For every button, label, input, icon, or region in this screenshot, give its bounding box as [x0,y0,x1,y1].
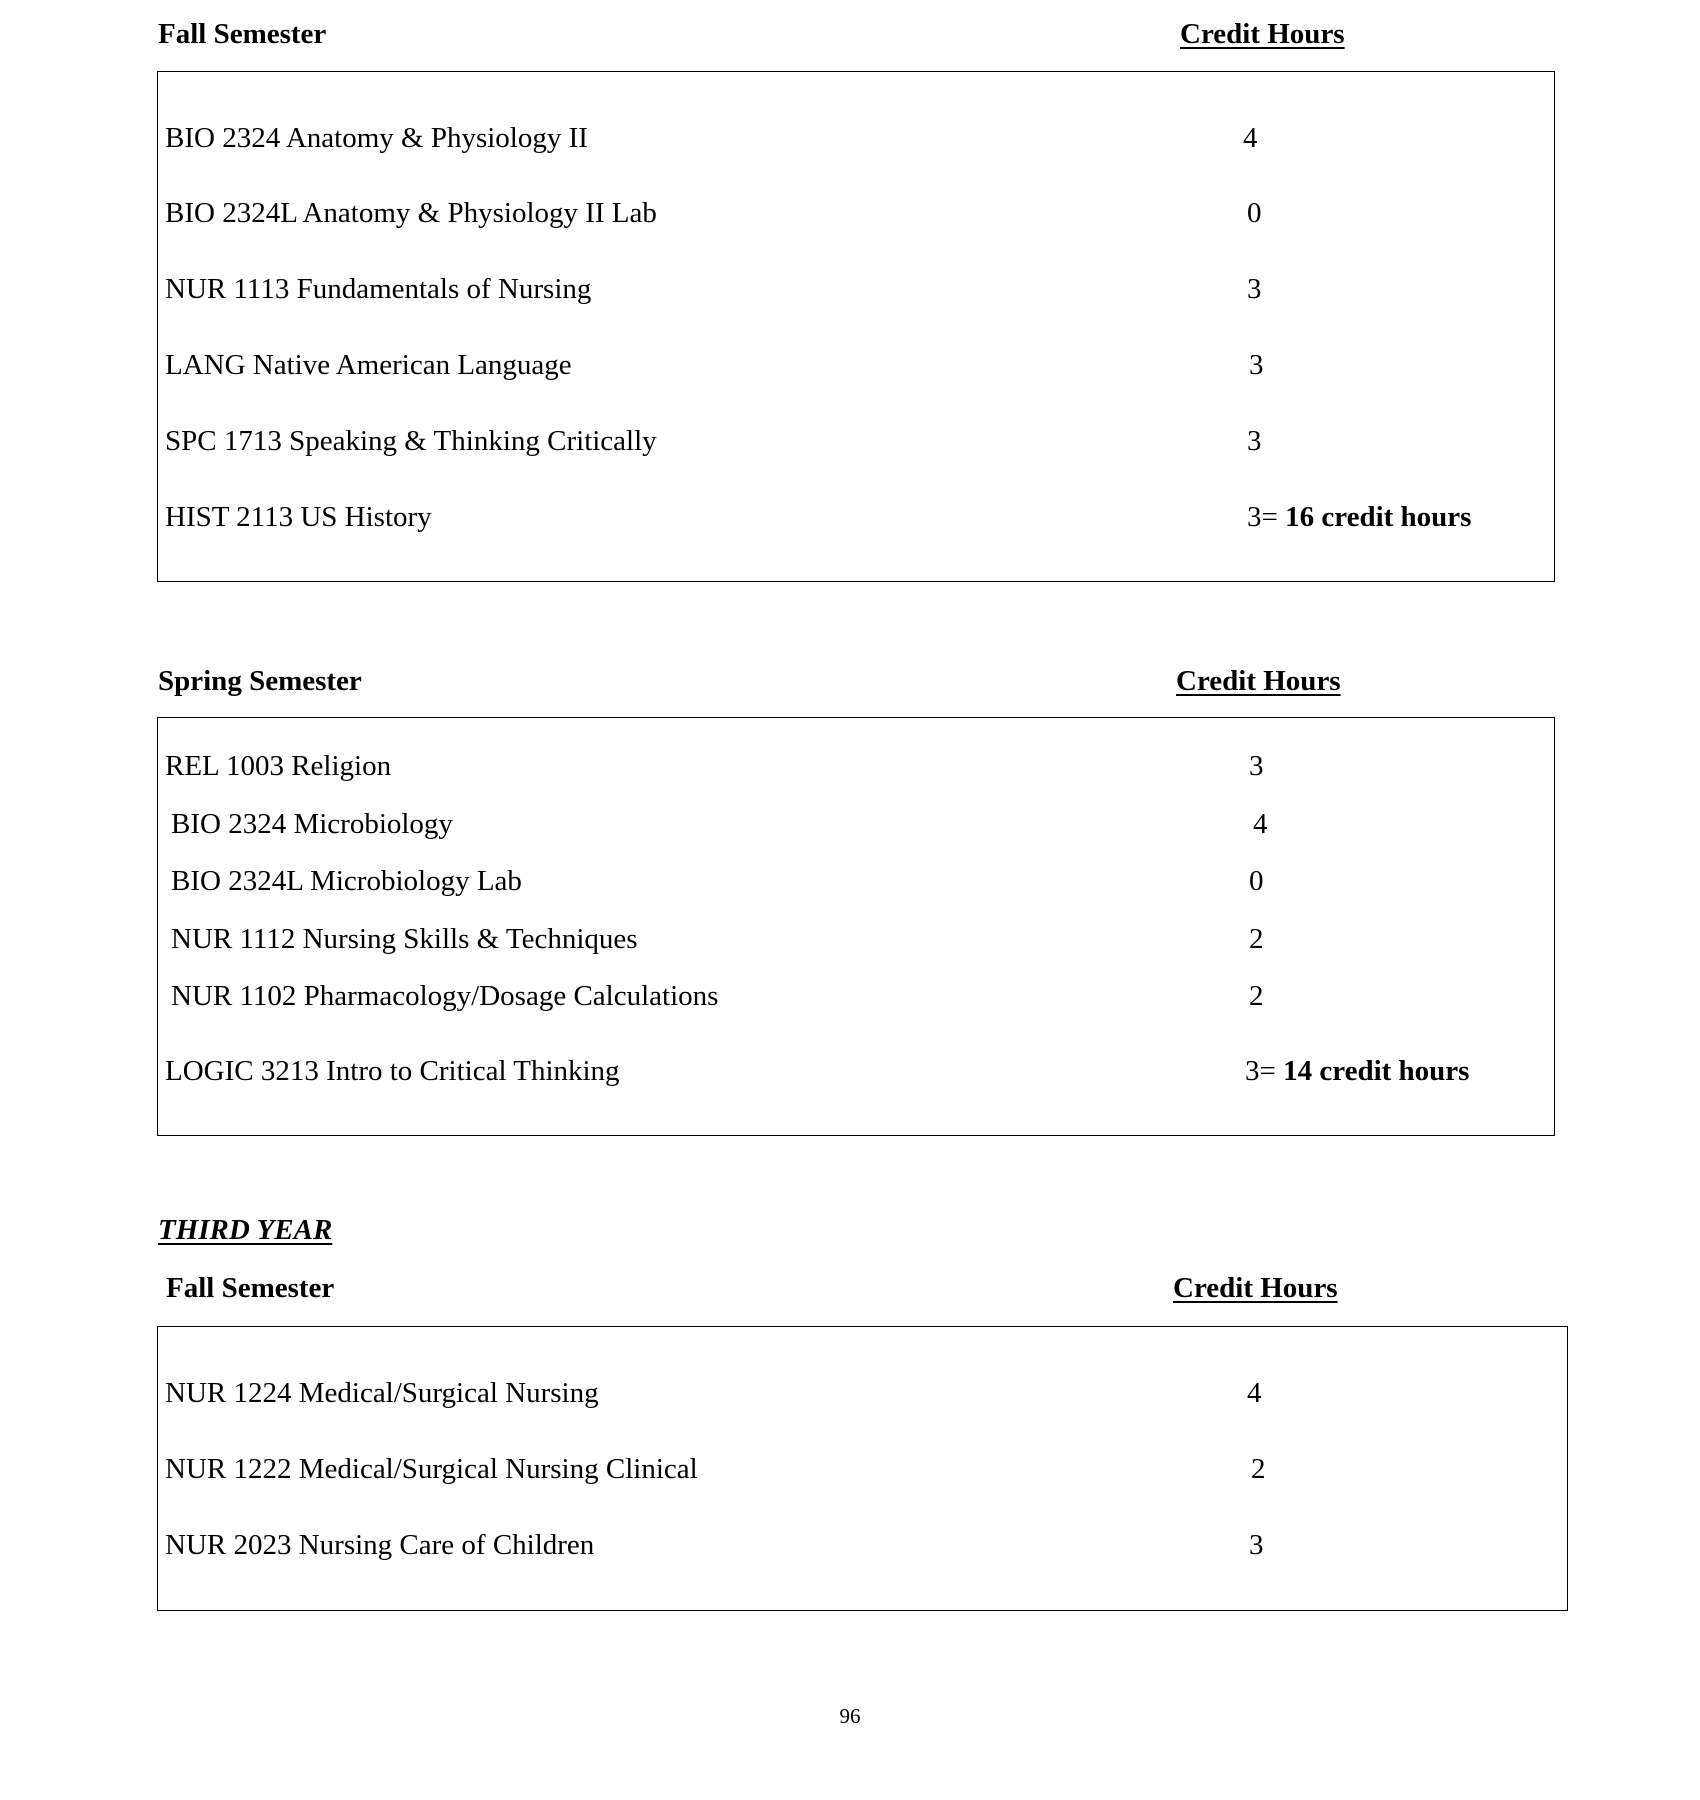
course-name: NUR 1113 Fundamentals of Nursing [165,273,592,305]
course-name: LOGIC 3213 Intro to Critical Thinking [165,1055,620,1087]
course-credits: 0 [1249,865,1264,897]
course-name: HIST 2113 US History [165,501,432,533]
credit-hours-header: Credit Hours [1180,18,1345,50]
course-name: NUR 1224 Medical/Surgical Nursing [165,1377,599,1409]
course-credits: 4 [1253,808,1268,840]
course-row [158,497,1554,537]
course-row [158,746,1554,786]
course-credits: 3 [1249,349,1264,381]
course-name: NUR 2023 Nursing Care of Children [165,1529,595,1561]
course-name: REL 1003 Religion [165,750,392,782]
course-credits: 2 [1249,923,1264,955]
course-row [158,118,1554,158]
course-name: NUR 1222 Medical/Surgical Nursing Clinical [165,1453,698,1485]
semester-total: 16 credit hours [1285,501,1472,533]
course-credits: 3= [1247,501,1278,533]
course-credits-total [1245,1051,1469,1091]
course-credits: 2 [1251,1453,1266,1485]
course-row [158,919,1554,959]
course-credits: 3 [1249,750,1264,782]
course-table [157,717,1555,1136]
course-row [158,1051,1554,1091]
course-name: BIO 2324L Microbiology Lab [171,865,522,897]
credit-hours-header: Credit Hours [1176,665,1341,697]
course-credits: 3 [1249,1529,1264,1561]
section-title: Fall Semester [166,1272,335,1304]
course-credits: 2 [1249,980,1264,1012]
course-row [158,1525,1567,1565]
course-credits: 4 [1247,1377,1262,1409]
course-row [158,1449,1567,1489]
year-label: THIRD YEAR [158,1214,333,1246]
course-name: SPC 1713 Speaking & Thinking Critically [165,425,657,457]
section-title: Fall Semester [158,18,327,50]
course-credits-total [1247,497,1471,537]
course-name: BIO 2324L Anatomy & Physiology II Lab [165,197,657,229]
page-number: 96 [839,1704,861,1728]
course-credits: 3= [1245,1055,1276,1087]
course-name: BIO 2324 Microbiology [171,808,453,840]
course-name: NUR 1102 Pharmacology/Dosage Calculations [171,980,719,1012]
course-name: BIO 2324 Anatomy & Physiology II [165,122,588,154]
course-table [157,71,1555,582]
section-title: Spring Semester [158,665,362,697]
course-row [158,345,1554,385]
course-row [158,269,1554,309]
semester-total: 14 credit hours [1283,1055,1470,1087]
course-row [158,193,1554,233]
course-row [158,861,1554,901]
course-row [158,421,1554,461]
credit-hours-header: Credit Hours [1173,1272,1338,1304]
course-credits: 3 [1247,425,1262,457]
course-credits: 4 [1243,122,1258,154]
course-row [158,1373,1567,1413]
course-credits: 0 [1247,197,1262,229]
course-credits: 3 [1247,273,1262,305]
course-row [158,804,1554,844]
course-name: LANG Native American Language [165,349,572,381]
course-row [158,976,1554,1016]
course-name: NUR 1112 Nursing Skills & Techniques [171,923,638,955]
course-table [157,1326,1568,1611]
